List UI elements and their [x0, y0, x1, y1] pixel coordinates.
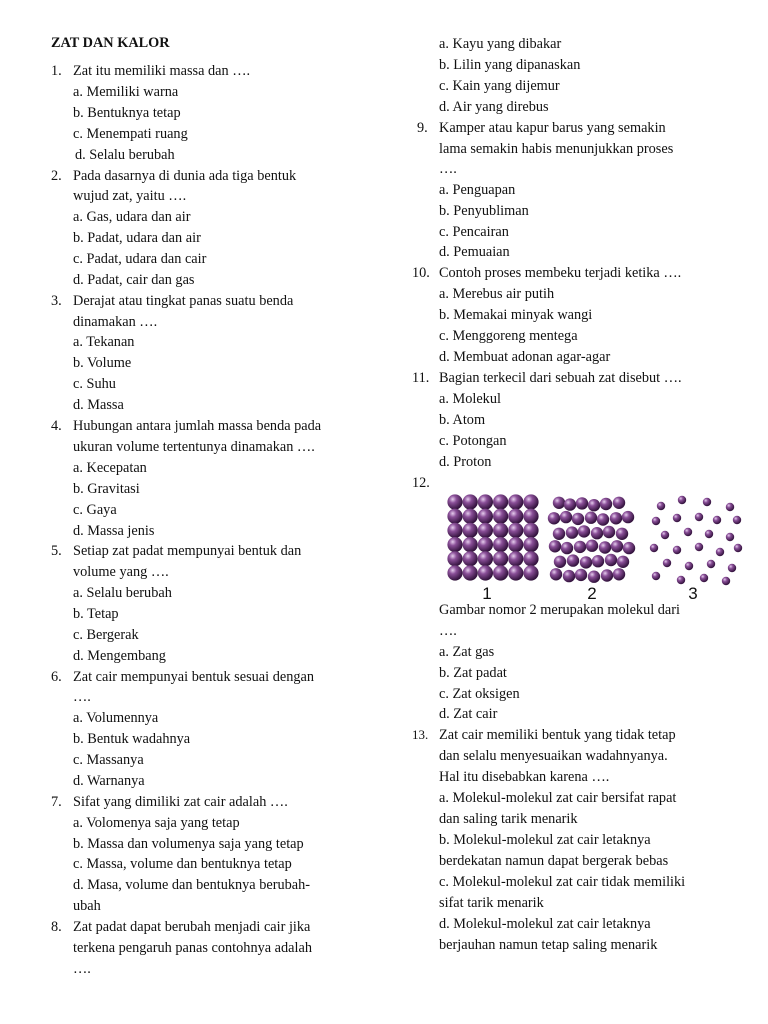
solid-molecule — [508, 537, 523, 552]
solid-molecule — [508, 551, 523, 566]
gas-molecule — [695, 543, 703, 551]
solid-molecule — [478, 537, 493, 552]
q11-option-a: a. Molekul — [439, 391, 501, 407]
solid-molecule — [493, 523, 508, 538]
q6-option-a: a. Volumennya — [73, 710, 159, 726]
solid-molecule — [523, 565, 538, 580]
liquid-molecule — [599, 541, 611, 553]
question-2-text-line-2: wujud zat, yaitu …. — [73, 188, 187, 204]
solid-molecule — [523, 523, 538, 538]
q8-option-b: b. Lilin yang dipanaskan — [439, 57, 581, 73]
liquid-molecule — [561, 542, 573, 554]
question-8-text-line-3: …. — [73, 961, 91, 977]
q13-option-b-line-2: berdekatan namun dapat bergerak bebas — [439, 853, 669, 869]
solid-molecule — [493, 509, 508, 524]
liquid-molecule — [597, 513, 609, 525]
liquid-molecule — [611, 540, 623, 552]
liquid-molecule — [550, 568, 562, 580]
q2-option-d: d. Padat, cair dan gas — [73, 272, 195, 288]
liquid-molecule — [560, 511, 572, 523]
q13-option-d-line-2: berjauhan namun tetap saling menarik — [439, 937, 658, 953]
liquid-molecule — [566, 526, 578, 538]
q8-option-d: d. Air yang direbus — [439, 99, 549, 115]
question-8-number: 8. — [51, 919, 62, 935]
q10-option-d: d. Membuat adonan agar-agar — [439, 349, 611, 365]
liquid-molecule — [623, 542, 635, 554]
gas-molecule — [713, 516, 721, 524]
question-8-text-line-1: Zat padat dapat berubah menjadi cair jika — [73, 919, 311, 935]
liquid-molecule — [580, 556, 592, 568]
q10-option-a: a. Merebus air putih — [439, 286, 555, 302]
question-8-text-line-2: terkena pengaruh panas contohnya adalah — [73, 940, 312, 956]
question-2-text-line-1: Pada dasarnya di dunia ada tiga bentuk — [73, 168, 297, 184]
solid-molecule — [493, 494, 508, 509]
question-5-number: 5. — [51, 543, 62, 559]
q9-option-a: a. Penguapan — [439, 182, 516, 198]
liquid-molecule — [600, 498, 612, 510]
solid-molecule — [463, 565, 478, 580]
gas-molecule — [707, 560, 715, 568]
q5-option-c: c. Bergerak — [73, 627, 139, 643]
liquid-molecule — [563, 570, 575, 582]
solid-molecule — [478, 565, 493, 580]
liquid-molecule — [567, 554, 579, 566]
q12-option-a: a. Zat gas — [439, 644, 495, 660]
question-12-number: 12. — [412, 475, 430, 491]
solid-molecule — [447, 551, 462, 566]
solid-molecule — [463, 551, 478, 566]
q4-option-a: a. Kecepatan — [73, 460, 147, 476]
liquid-molecule — [616, 528, 628, 540]
gas-molecule — [650, 544, 658, 552]
gas-molecule — [684, 528, 692, 536]
q3-option-c: c. Suhu — [73, 376, 116, 392]
q4-option-d: d. Massa jenis — [73, 523, 155, 539]
question-5-text-line-1: Setiap zat padat mempunyai bentuk dan — [73, 543, 302, 559]
solid-molecule — [508, 523, 523, 538]
page-title: ZAT DAN KALOR — [51, 35, 170, 51]
q13-option-b: b. Molekul-molekul zat cair letaknya — [439, 832, 651, 848]
q6-option-c: c. Massanya — [73, 752, 144, 768]
solid-molecules-group — [447, 494, 538, 580]
liquid-molecule — [548, 512, 560, 524]
q11-option-d: d. Proton — [439, 454, 492, 470]
q13-option-a: a. Molekul-molekul zat cair bersifat rapat — [439, 790, 677, 806]
gas-molecule — [716, 548, 724, 556]
solid-molecule — [523, 537, 538, 552]
q3-option-a: a. Tekanan — [73, 334, 135, 350]
q3-option-d: d. Massa — [73, 397, 124, 413]
gas-molecule — [722, 577, 730, 585]
solid-molecule — [463, 509, 478, 524]
figure-label-2: 2 — [587, 584, 597, 602]
q6-option-b: b. Bentuk wadahnya — [73, 731, 191, 747]
liquid-molecule — [601, 569, 613, 581]
solid-molecule — [447, 509, 462, 524]
liquid-molecule — [588, 499, 600, 511]
liquid-molecule — [622, 511, 634, 523]
gas-molecule — [652, 517, 660, 525]
gas-molecule — [663, 559, 671, 567]
solid-molecule — [478, 551, 493, 566]
question-13-text-line-2: dan selalu menyesuaikan wadahnyanya. — [439, 748, 668, 764]
q4-option-c: c. Gaya — [73, 502, 117, 518]
q1-option-a: a. Memiliki warna — [73, 84, 179, 100]
question-6-text-line-2: …. — [73, 689, 91, 705]
solid-molecule — [463, 494, 478, 509]
q13-option-d: d. Molekul-molekul zat cair letaknya — [439, 916, 651, 932]
gas-molecule — [673, 514, 681, 522]
liquid-molecule — [610, 512, 622, 524]
q2-option-b: b. Padat, udara dan air — [73, 230, 201, 246]
liquid-molecule — [578, 525, 590, 537]
q7-option-d: d. Masa, volume dan bentuknya berubah- — [73, 877, 311, 893]
q12-option-b: b. Zat padat — [439, 665, 507, 681]
q11-option-c: c. Potongan — [439, 433, 507, 449]
liquid-molecule — [574, 541, 586, 553]
figure-label-3: 3 — [688, 584, 698, 602]
liquid-molecule — [575, 569, 587, 581]
gas-molecule — [734, 544, 742, 552]
liquid-molecule — [613, 568, 625, 580]
liquid-molecule — [617, 556, 629, 568]
question-3-text-line-1: Derajat atau tingkat panas suatu benda — [73, 293, 294, 309]
question-13-number: 13. — [412, 727, 429, 742]
question-1-number: 1. — [51, 63, 62, 79]
q10-option-b: b. Memakai minyak wangi — [439, 307, 593, 323]
question-10-text: Contoh proses membeku terjadi ketika …. — [439, 265, 682, 281]
question-13-text-line-3: Hal itu disebabkan karena …. — [439, 769, 610, 785]
q7-option-c: c. Massa, volume dan bentuknya tetap — [73, 856, 292, 872]
solid-molecule — [478, 509, 493, 524]
liquid-molecule — [549, 540, 561, 552]
q7-option-d-line-2: ubah — [73, 898, 101, 914]
q10-option-c: c. Menggoreng mentega — [439, 328, 578, 344]
question-3-number: 3. — [51, 293, 62, 309]
gas-molecule — [726, 533, 734, 541]
question-12-text-line-2: …. — [439, 623, 457, 639]
q2-option-a: a. Gas, udara dan air — [73, 209, 191, 225]
solid-molecule — [447, 565, 462, 580]
gas-molecule — [705, 530, 713, 538]
solid-molecule — [508, 565, 523, 580]
liquid-molecule — [592, 555, 604, 567]
gas-molecules-group — [650, 496, 742, 585]
solid-molecule — [493, 537, 508, 552]
liquid-molecule — [585, 512, 597, 524]
q4-option-b: b. Gravitasi — [73, 481, 140, 497]
q13-option-c: c. Molekul-molekul zat cair tidak memiliki — [439, 874, 686, 890]
gas-molecule — [728, 564, 736, 572]
gas-molecule — [733, 516, 741, 524]
question-7-text: Sifat yang dimiliki zat cair adalah …. — [73, 794, 288, 810]
question-5-text-line-2: volume yang …. — [73, 564, 169, 580]
q9-option-c: c. Pencairan — [439, 224, 509, 240]
solid-molecule — [478, 494, 493, 509]
liquid-molecule — [605, 554, 617, 566]
q13-option-a-line-2: dan saling tarik menarik — [439, 811, 578, 827]
solid-molecule — [523, 494, 538, 509]
q8-option-a: a. Kayu yang dibakar — [439, 36, 562, 52]
q9-option-d: d. Pemuaian — [439, 244, 510, 260]
question-6-number: 6. — [51, 669, 62, 685]
solid-molecule — [508, 494, 523, 509]
liquid-molecule — [576, 497, 588, 509]
gas-molecule — [652, 572, 660, 580]
q1-option-b: b. Bentuknya tetap — [73, 105, 181, 121]
q7-option-a: a. Volomenya saja yang tetap — [73, 815, 240, 831]
molecule-states-figure — [441, 490, 743, 602]
gas-molecule — [677, 576, 685, 584]
question-2-number: 2. — [51, 168, 62, 184]
question-9-number: 9. — [417, 120, 428, 136]
gas-molecule — [657, 502, 665, 510]
solid-molecule — [478, 523, 493, 538]
question-9-text-line-2: lama semakin habis menunjukkan proses — [439, 141, 674, 157]
gas-molecule — [661, 531, 669, 539]
q1-option-d: d. Selalu berubah — [75, 147, 175, 163]
gas-molecule — [673, 546, 681, 554]
question-7-number: 7. — [51, 794, 62, 810]
question-9-text-line-3: …. — [439, 161, 457, 177]
q11-option-b: b. Atom — [439, 412, 486, 428]
question-9-text-line-1: Kamper atau kapur barus yang semakin — [439, 120, 666, 136]
q12-option-d: d. Zat cair — [439, 706, 498, 722]
solid-molecule — [447, 537, 462, 552]
liquid-molecule — [588, 571, 600, 583]
liquid-molecule — [554, 556, 566, 568]
liquid-molecule — [613, 497, 625, 509]
question-6-text-line-1: Zat cair mempunyai bentuk sesuai dengan — [73, 669, 314, 685]
q2-option-c: c. Padat, udara dan cair — [73, 251, 207, 267]
q3-option-b: b. Volume — [73, 355, 132, 371]
q1-option-c: c. Menempati ruang — [73, 126, 188, 142]
question-13-text-line-1: Zat cair memiliki bentuk yang tidak tetap — [439, 727, 676, 743]
question-11-number: 11. — [412, 370, 430, 386]
solid-molecule — [523, 509, 538, 524]
liquid-molecule — [603, 526, 615, 538]
solid-molecule — [447, 523, 462, 538]
q8-option-c: c. Kain yang dijemur — [439, 78, 560, 94]
q6-option-d: d. Warnanya — [73, 773, 145, 789]
gas-molecule — [726, 503, 734, 511]
solid-molecule — [463, 537, 478, 552]
liquid-molecule — [572, 513, 584, 525]
liquid-molecule — [591, 527, 603, 539]
question-1-text: Zat itu memiliki massa dan …. — [73, 63, 251, 79]
q12-option-c: c. Zat oksigen — [439, 686, 520, 702]
question-11-text: Bagian terkecil dari sebuah zat disebut …. — [439, 370, 682, 386]
solid-molecule — [493, 565, 508, 580]
liquid-molecule — [553, 528, 565, 540]
question-4-text-line-1: Hubungan antara jumlah massa benda pada — [73, 418, 322, 434]
liquid-molecule — [586, 540, 598, 552]
question-4-text-line-2: ukuran volume tertentunya dinamakan …. — [73, 439, 315, 455]
liquid-molecule — [553, 497, 565, 509]
gas-molecule — [703, 498, 711, 506]
solid-molecule — [447, 494, 462, 509]
question-3-text-line-2: dinamakan …. — [73, 314, 158, 330]
solid-molecule — [493, 551, 508, 566]
q13-option-c-line-2: sifat tarik menarik — [439, 895, 544, 911]
q5-option-d: d. Mengembang — [73, 648, 166, 664]
gas-molecule — [695, 513, 703, 521]
solid-molecule — [508, 509, 523, 524]
q7-option-b: b. Massa dan volumenya saja yang tetap — [73, 836, 304, 852]
question-12-text-line-1: Gambar nomor 2 merupakan molekul dari — [439, 602, 680, 618]
gas-molecule — [700, 574, 708, 582]
solid-molecule — [523, 551, 538, 566]
liquid-molecule — [564, 498, 576, 510]
question-10-number: 10. — [412, 265, 430, 281]
solid-molecule — [463, 523, 478, 538]
liquid-molecules-group — [548, 497, 635, 583]
q5-option-b: b. Tetap — [73, 606, 119, 622]
gas-molecule — [685, 562, 693, 570]
q5-option-a: a. Selalu berubah — [73, 585, 172, 601]
figure-label-1: 1 — [482, 584, 492, 602]
question-4-number: 4. — [51, 418, 62, 434]
q9-option-b: b. Penyubliman — [439, 203, 529, 219]
gas-molecule — [678, 496, 686, 504]
